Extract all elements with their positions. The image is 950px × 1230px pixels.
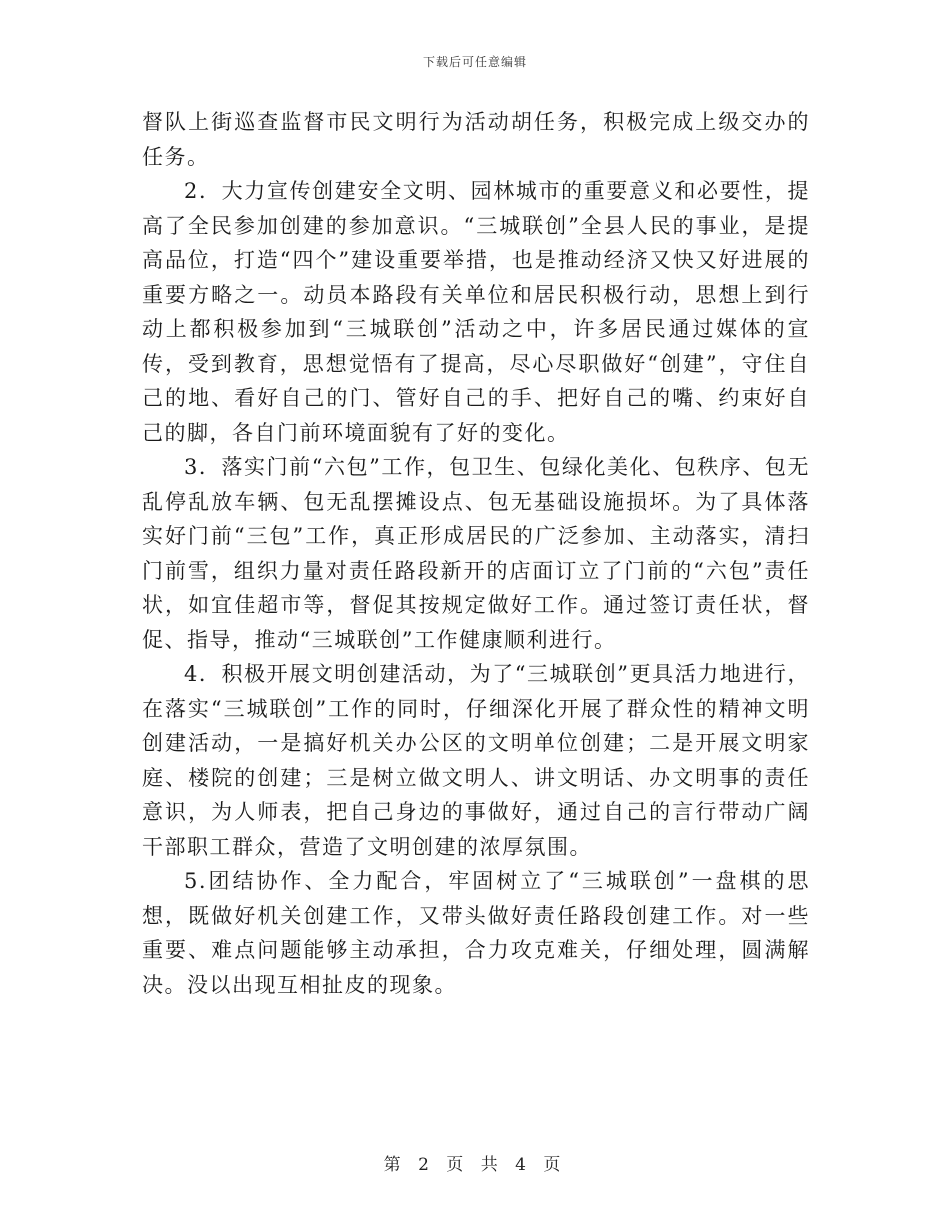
paragraph-item-4: 4．积极开展文明创建活动，为了“三城联创”更具活力地进行，在落实“三城联创”工作的同时，仔细深化开展了群众性的精神文明创建活动，一是搞好机关办公区的文明单位创建；二是开展文明家庭、楼院的创建；三是树立做文明人、讲文明话、办文明事的责任意识，为人师表，把自己身边的事做好，通过自己的言行带动广阔干部职工群众，营造了文明创建的浓厚氛围。 xyxy=(142,662,810,859)
document-body xyxy=(142,105,810,1002)
paragraph-continuation: 督队上街巡查监督市民文明行为活动胡任务，积极完成上级交办的任务。 xyxy=(142,110,810,169)
paragraph-item-5: 5.团结协作、全力配合，牢固树立了“三城联创”一盘棋的思想，既做好机关创建工作，又带头做好责任路段创建工作。对一些重要、难点问题能够主动承担，合力攻克难关，仔细处理，圆满解决。没以出现互相扯皮的现象。 xyxy=(142,869,810,997)
paragraph-item-2: 2．大力宣传创建安全文明、园林城市的重要意义和必要性，提高了全民参加创建的参加意识。“三城联创”全县人民的事业，是提高品位，打造“四个”建设重要举措，也是推动经济又快又好进展的重要方略之一。动员本路段有关单位和居民积极行动，思想上到行动上都积极参加到“三城联创”活动之中，许多居民通过媒体的宣传，受到教育，思想觉悟有了提高，尽心尽职做好“创建”，守住自己的地、看好自己的门、管好自己的手、把好自己的嘴、约束好自己的脚，各自门前环境面貌有了好的变化。 xyxy=(142,179,810,445)
page-number-footer: 第 2 页 共 4 页 xyxy=(383,1155,567,1175)
header-note: 下载后可任意编辑 xyxy=(422,55,527,69)
paragraph-item-3: 3．落实门前“六包”工作，包卫生、包绿化美化、包秩序、包无乱停乱放车辆、包无乱摆摊设点、包无基础设施损坏。为了具体落实好门前“三包”工作，真正形成居民的广泛参加、主动落实，清扫门前雪，组织力量对责任路段新开的店面订立了门前的“六包”责任状，如宜佳超市等，督促其按规定做好工作。通过签订责任状，督促、指导，推动“三城联创”工作健康顺利进行。 xyxy=(142,455,810,652)
